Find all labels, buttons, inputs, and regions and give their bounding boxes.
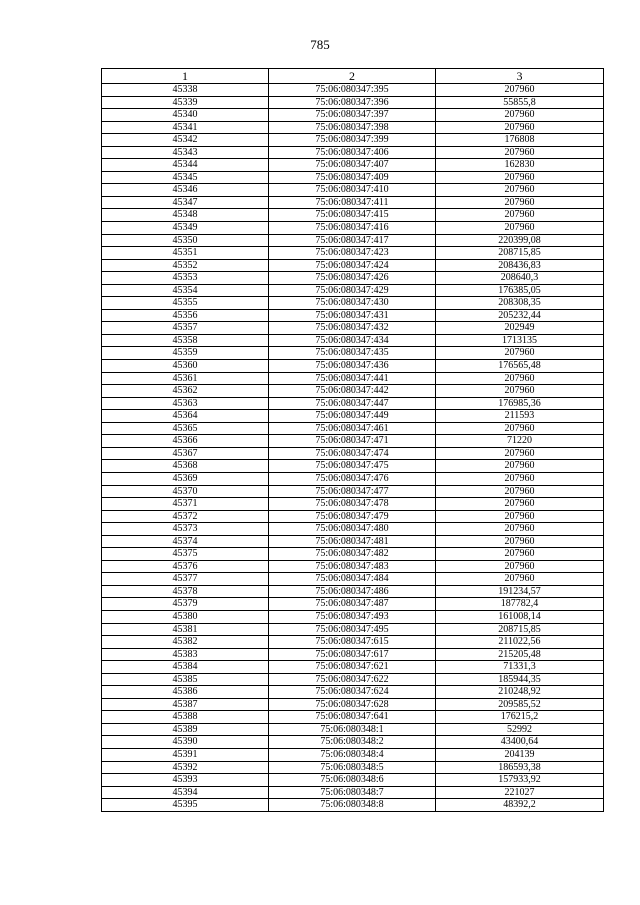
table-row <box>102 623 604 636</box>
row-number-cell: 45343 <box>102 146 269 159</box>
value-cell: 191234,57 <box>436 585 604 598</box>
cadastral-number-cell: 75:06:080347:395 <box>269 84 436 97</box>
cadastral-number-cell: 75:06:080347:481 <box>269 535 436 548</box>
row-number-cell: 45346 <box>102 184 269 197</box>
value-cell: 161008,14 <box>436 610 604 623</box>
row-number-cell: 45355 <box>102 297 269 310</box>
row-number-cell: 45360 <box>102 360 269 373</box>
row-number-cell: 45342 <box>102 134 269 147</box>
row-number-cell: 45382 <box>102 636 269 649</box>
cadastral-number-cell: 75:06:080347:409 <box>269 171 436 184</box>
row-number-cell: 45388 <box>102 711 269 724</box>
row-number-cell: 45367 <box>102 447 269 460</box>
value-cell: 187782,4 <box>436 598 604 611</box>
cadastral-number-cell: 75:06:080347:410 <box>269 184 436 197</box>
row-number-cell: 45394 <box>102 786 269 799</box>
cadastral-number-cell: 75:06:080347:474 <box>269 447 436 460</box>
value-cell: 211593 <box>436 410 604 423</box>
table-row <box>102 410 604 423</box>
row-number-cell: 45340 <box>102 109 269 122</box>
row-number-cell: 45395 <box>102 799 269 812</box>
row-number-cell: 45357 <box>102 322 269 335</box>
cadastral-number-cell: 75:06:080348:5 <box>269 761 436 774</box>
row-number-cell: 45356 <box>102 309 269 322</box>
column-header-2: 2 <box>269 69 436 84</box>
value-cell: 210248,92 <box>436 686 604 699</box>
table-row <box>102 523 604 536</box>
cadastral-number-cell: 75:06:080347:429 <box>269 284 436 297</box>
value-cell: 202949 <box>436 322 604 335</box>
row-number-cell: 45349 <box>102 222 269 235</box>
row-number-cell: 45386 <box>102 686 269 699</box>
row-number-cell: 45339 <box>102 96 269 109</box>
value-cell: 162830 <box>436 159 604 172</box>
value-cell: 220399,08 <box>436 234 604 247</box>
cadastral-number-cell: 75:06:080347:430 <box>269 297 436 310</box>
cadastral-number-cell: 75:06:080347:396 <box>269 96 436 109</box>
table-row <box>102 560 604 573</box>
cadastral-number-cell: 75:06:080347:411 <box>269 196 436 209</box>
cadastral-number-cell: 75:06:080347:435 <box>269 347 436 360</box>
cadastral-number-cell: 75:06:080347:475 <box>269 460 436 473</box>
page-number: 785 <box>310 37 330 52</box>
cadastral-number-cell: 75:06:080347:471 <box>269 435 436 448</box>
value-cell: 207960 <box>436 222 604 235</box>
value-cell: 157933,92 <box>436 774 604 787</box>
value-cell: 208436,83 <box>436 259 604 272</box>
value-cell: 207960 <box>436 109 604 122</box>
value-cell: 207960 <box>436 485 604 498</box>
table-row <box>102 334 604 347</box>
table-row <box>102 648 604 661</box>
row-number-cell: 45376 <box>102 560 269 573</box>
cadastral-number-cell: 75:06:080347:486 <box>269 585 436 598</box>
table-row <box>102 711 604 724</box>
value-cell: 176985,36 <box>436 397 604 410</box>
value-cell: 207960 <box>436 385 604 398</box>
cadastral-number-cell: 75:06:080347:432 <box>269 322 436 335</box>
value-cell: 207960 <box>436 548 604 561</box>
value-cell: 207960 <box>436 447 604 460</box>
cadastral-number-cell: 75:06:080347:461 <box>269 422 436 435</box>
value-cell: 221027 <box>436 786 604 799</box>
row-number-cell: 45384 <box>102 661 269 674</box>
value-cell: 208640,3 <box>436 272 604 285</box>
cadastral-number-cell: 75:06:080347:617 <box>269 648 436 661</box>
cadastral-number-cell: 75:06:080347:482 <box>269 548 436 561</box>
row-number-cell: 45363 <box>102 397 269 410</box>
table-row <box>102 209 604 222</box>
cadastral-number-cell: 75:06:080347:628 <box>269 698 436 711</box>
value-cell: 208308,35 <box>436 297 604 310</box>
cadastral-number-cell: 75:06:080347:483 <box>269 560 436 573</box>
value-cell: 207960 <box>436 121 604 134</box>
row-number-cell: 45351 <box>102 247 269 260</box>
row-number-cell: 45387 <box>102 698 269 711</box>
cadastral-number-cell: 75:06:080347:424 <box>269 259 436 272</box>
table-row <box>102 472 604 485</box>
table-row <box>102 636 604 649</box>
table-row <box>102 736 604 749</box>
cadastral-number-cell: 75:06:080347:493 <box>269 610 436 623</box>
row-number-cell: 45364 <box>102 410 269 423</box>
value-cell: 186593,38 <box>436 761 604 774</box>
table-row <box>102 748 604 761</box>
cadastral-number-cell: 75:06:080348:7 <box>269 786 436 799</box>
column-header-3: 3 <box>436 69 604 84</box>
value-cell: 207960 <box>436 498 604 511</box>
table-row <box>102 385 604 398</box>
row-number-cell: 45353 <box>102 272 269 285</box>
table-header <box>102 69 604 84</box>
value-cell: 71331,3 <box>436 661 604 674</box>
row-number-cell: 45393 <box>102 774 269 787</box>
table-row <box>102 284 604 297</box>
cadastral-number-cell: 75:06:080347:487 <box>269 598 436 611</box>
table-row <box>102 723 604 736</box>
table-row <box>102 585 604 598</box>
row-number-cell: 45370 <box>102 485 269 498</box>
row-number-cell: 45366 <box>102 435 269 448</box>
value-cell: 207960 <box>436 523 604 536</box>
table-row <box>102 610 604 623</box>
row-number-cell: 45381 <box>102 623 269 636</box>
cadastral-number-cell: 75:06:080347:415 <box>269 209 436 222</box>
row-number-cell: 45341 <box>102 121 269 134</box>
row-number-cell: 45338 <box>102 84 269 97</box>
row-number-cell: 45380 <box>102 610 269 623</box>
table-row <box>102 234 604 247</box>
table-row <box>102 397 604 410</box>
value-cell: 207960 <box>436 209 604 222</box>
row-number-cell: 45374 <box>102 535 269 548</box>
table-row <box>102 84 604 97</box>
cadastral-number-cell: 75:06:080348:1 <box>269 723 436 736</box>
cadastral-number-cell: 75:06:080347:624 <box>269 686 436 699</box>
table-row <box>102 698 604 711</box>
table-row <box>102 322 604 335</box>
value-cell: 209585,52 <box>436 698 604 711</box>
cadastral-number-cell: 75:06:080347:399 <box>269 134 436 147</box>
cadastral-number-cell: 75:06:080348:8 <box>269 799 436 812</box>
value-cell: 207960 <box>436 184 604 197</box>
table-body <box>102 84 604 812</box>
table-row <box>102 121 604 134</box>
value-cell: 55855,8 <box>436 96 604 109</box>
table-row <box>102 686 604 699</box>
cadastral-number-cell: 75:06:080347:426 <box>269 272 436 285</box>
row-number-cell: 45358 <box>102 334 269 347</box>
cadastral-number-cell: 75:06:080347:441 <box>269 372 436 385</box>
cadastral-number-cell: 75:06:080347:442 <box>269 385 436 398</box>
value-cell: 207960 <box>436 347 604 360</box>
cadastral-number-cell: 75:06:080347:484 <box>269 573 436 586</box>
row-number-cell: 45348 <box>102 209 269 222</box>
cadastral-number-cell: 75:06:080347:477 <box>269 485 436 498</box>
value-cell: 208715,85 <box>436 247 604 260</box>
cadastral-number-cell: 75:06:080347:478 <box>269 498 436 511</box>
row-number-cell: 45350 <box>102 234 269 247</box>
table-row <box>102 134 604 147</box>
row-number-cell: 45345 <box>102 171 269 184</box>
registry-table <box>101 68 604 812</box>
row-number-cell: 45365 <box>102 422 269 435</box>
row-number-cell: 45371 <box>102 498 269 511</box>
table-row <box>102 272 604 285</box>
row-number-cell: 45377 <box>102 573 269 586</box>
row-number-cell: 45379 <box>102 598 269 611</box>
row-number-cell: 45372 <box>102 510 269 523</box>
table-row <box>102 347 604 360</box>
row-number-cell: 45359 <box>102 347 269 360</box>
table-row <box>102 548 604 561</box>
value-cell: 207960 <box>436 171 604 184</box>
table-row <box>102 598 604 611</box>
cadastral-number-cell: 75:06:080347:407 <box>269 159 436 172</box>
table-row <box>102 372 604 385</box>
cadastral-number-cell: 75:06:080348:4 <box>269 748 436 761</box>
table-row <box>102 171 604 184</box>
table-row <box>102 422 604 435</box>
cadastral-number-cell: 75:06:080347:615 <box>269 636 436 649</box>
value-cell: 207960 <box>436 146 604 159</box>
value-cell: 52992 <box>436 723 604 736</box>
row-number-cell: 45385 <box>102 673 269 686</box>
value-cell: 207960 <box>436 560 604 573</box>
cadastral-number-cell: 75:06:080347:397 <box>269 109 436 122</box>
value-cell: 215205,48 <box>436 648 604 661</box>
value-cell: 211022,56 <box>436 636 604 649</box>
value-cell: 207960 <box>436 510 604 523</box>
row-number-cell: 45369 <box>102 472 269 485</box>
table-row <box>102 460 604 473</box>
table-row <box>102 222 604 235</box>
value-cell: 176385,05 <box>436 284 604 297</box>
column-header-1: 1 <box>102 69 269 84</box>
value-cell: 176808 <box>436 134 604 147</box>
table-row <box>102 159 604 172</box>
table-row <box>102 297 604 310</box>
cadastral-number-cell: 75:06:080347:406 <box>269 146 436 159</box>
table-row <box>102 786 604 799</box>
row-number-cell: 45352 <box>102 259 269 272</box>
value-cell: 204139 <box>436 748 604 761</box>
table-row <box>102 485 604 498</box>
table-row <box>102 435 604 448</box>
value-cell: 207960 <box>436 460 604 473</box>
cadastral-number-cell: 75:06:080347:423 <box>269 247 436 260</box>
row-number-cell: 45354 <box>102 284 269 297</box>
table-row <box>102 196 604 209</box>
table-row <box>102 184 604 197</box>
cadastral-number-cell: 75:06:080347:476 <box>269 472 436 485</box>
value-cell: 207960 <box>436 196 604 209</box>
cadastral-number-cell: 75:06:080347:449 <box>269 410 436 423</box>
table-row <box>102 498 604 511</box>
row-number-cell: 45368 <box>102 460 269 473</box>
row-number-cell: 45392 <box>102 761 269 774</box>
table-row <box>102 447 604 460</box>
row-number-cell: 45361 <box>102 372 269 385</box>
value-cell: 207960 <box>436 422 604 435</box>
value-cell: 205232,44 <box>436 309 604 322</box>
value-cell: 207960 <box>436 372 604 385</box>
table-row <box>102 360 604 373</box>
cadastral-number-cell: 75:06:080347:398 <box>269 121 436 134</box>
table-row <box>102 96 604 109</box>
cadastral-number-cell: 75:06:080347:431 <box>269 309 436 322</box>
cadastral-number-cell: 75:06:080347:480 <box>269 523 436 536</box>
cadastral-number-cell: 75:06:080347:495 <box>269 623 436 636</box>
cadastral-number-cell: 75:06:080347:641 <box>269 711 436 724</box>
table-row <box>102 535 604 548</box>
table-row <box>102 247 604 260</box>
table-row <box>102 259 604 272</box>
row-number-cell: 45362 <box>102 385 269 398</box>
table-row <box>102 109 604 122</box>
value-cell: 176215,2 <box>436 711 604 724</box>
value-cell: 207960 <box>436 573 604 586</box>
row-number-cell: 45344 <box>102 159 269 172</box>
cadastral-number-cell: 75:06:080347:479 <box>269 510 436 523</box>
cadastral-number-cell: 75:06:080347:622 <box>269 673 436 686</box>
row-number-cell: 45389 <box>102 723 269 736</box>
table-row <box>102 661 604 674</box>
value-cell: 71220 <box>436 435 604 448</box>
table-row <box>102 309 604 322</box>
row-number-cell: 45375 <box>102 548 269 561</box>
value-cell: 176565,48 <box>436 360 604 373</box>
value-cell: 208715,85 <box>436 623 604 636</box>
cadastral-number-cell: 75:06:080347:416 <box>269 222 436 235</box>
cadastral-number-cell: 75:06:080347:447 <box>269 397 436 410</box>
header-row <box>102 69 604 84</box>
value-cell: 207960 <box>436 84 604 97</box>
row-number-cell: 45383 <box>102 648 269 661</box>
cadastral-number-cell: 75:06:080347:621 <box>269 661 436 674</box>
value-cell: 207960 <box>436 472 604 485</box>
value-cell: 48392,2 <box>436 799 604 812</box>
cadastral-number-cell: 75:06:080348:6 <box>269 774 436 787</box>
table-row <box>102 510 604 523</box>
table-row <box>102 573 604 586</box>
value-cell: 207960 <box>436 535 604 548</box>
table-row <box>102 673 604 686</box>
value-cell: 43400,64 <box>436 736 604 749</box>
table-row <box>102 761 604 774</box>
row-number-cell: 45391 <box>102 748 269 761</box>
table-row <box>102 146 604 159</box>
table-row <box>102 774 604 787</box>
table-row <box>102 799 604 812</box>
cadastral-number-cell: 75:06:080347:434 <box>269 334 436 347</box>
row-number-cell: 45378 <box>102 585 269 598</box>
row-number-cell: 45347 <box>102 196 269 209</box>
cadastral-number-cell: 75:06:080348:2 <box>269 736 436 749</box>
value-cell: 185944,35 <box>436 673 604 686</box>
value-cell: 1713135 <box>436 334 604 347</box>
row-number-cell: 45373 <box>102 523 269 536</box>
row-number-cell: 45390 <box>102 736 269 749</box>
cadastral-number-cell: 75:06:080347:417 <box>269 234 436 247</box>
cadastral-number-cell: 75:06:080347:436 <box>269 360 436 373</box>
